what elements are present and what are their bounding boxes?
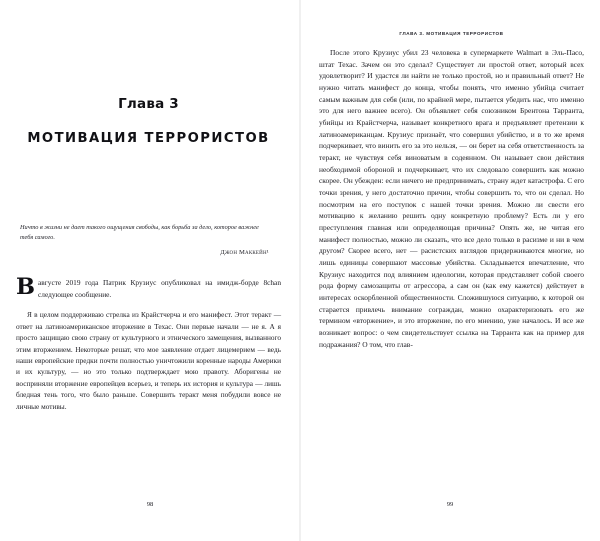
right-body-column xyxy=(319,47,584,350)
right-page xyxy=(300,0,600,541)
epigraph-attribution: Джон Маккейн¹ xyxy=(220,249,269,257)
page-title: МОТИВАЦИЯ ТЕРРОРИСТОВ xyxy=(27,131,270,146)
chapter-number: Глава 3 xyxy=(118,96,179,112)
epigraph-text: Ничто в жизни не дает такого ощущения свободы, как борьба за дело, которое важнее тебя самого. xyxy=(20,224,259,242)
page-number: 99 xyxy=(446,501,454,508)
left-body-column xyxy=(16,274,281,412)
body-paragraph: После этого Крузиус убил 23 человека в супермаркете Walmart в Эль-Пасо, штат Техас. Зачем он это сделал? Существует ли простой ответ, который всех удовлетворит? И удастся ли найти не только простой, но и правильный ответ? Не нужно читать манифест до конца, чтобы понять, что именно убийца считает самым важным для себя (или, по крайней мере, пытается убедить нас, что именно это для него важнее всего). Он объявляет себя союзником Брентона Тарранта, убийцы из Крайстчерча, называет конкретного врага и предъявляет претензии к латиноамериканцам. Крузиус признаёт, что совершил убийство, и в то же время подчеркивает, что винить его за это нельзя, — он берет на себя ответственность за теракт, не чувствуя себя виноватым в содеянном. Он называет свои действия необходимой обороной и подчеркивает, что их следовало совершить как можно скорее. Он убежден: если ничего не предпринимать, страну ждет катастрофа. С его точки зрения, у него достаточно причин, чтобы совершить то, что он сделал. Но посмотрим на его поступок с нашей точки зрения. Можно ли свести его мотивацию к желанию решить одну конкретную проблему? Есть ли у его преступления главная или определяющая причина? Опять же, не читая его манифест полностью, можно ли сказать, что все дело только в расизме и ни в чем другом? Скорее всего, нет — расистских взглядов придерживаются многие, но лишь единицы совершают массовые убийства. Складывается впечатление, что Крузиус находится под влиянием идеологии, которая представляет собой своего рода форму самозащиты от агрессора, а сам он (как ему кажется) действует в интересах оскорбленной общественности. Сложившуюся ситуацию, к которой он старается привлечь внимание сограждан, можно охарактеризовать его же термином «вторжение», и это вторжение, по его мнению, уже началось. И все же возникает вопрос: о чем свидетельствует ссылка на Тарранта как на пример для подражания? О том, что глав- xyxy=(319,48,584,349)
body-paragraph: Вавгусте 2019 года Патрик Крузиус опубликовал на имидж-борде 8chan следующее сообщение. xyxy=(16,274,281,301)
body-paragraph: Я в целом поддерживаю стрелка из Крайстчерча и его манифест. Этот теракт — ответ на латиноамериканское вторжение в Техас. Они первые начали — не я. А я просто защищаю свою страну от культурного и этнического замещения, вызванного этим вторжением. Некоторые решат, что мое заявление отдает лицемерием — ведь наши европейские предки почти полностью уничтожили коренные народы Америки и их культуру, — но это только подтверждает мою правоту. Аборигены не восприняли вторжение европейцев всерьез, и теперь их история и культура — лишь бледная тень того, что было раньше. Совершить теракт меня побудили вовсе не личные мотивы. xyxy=(16,310,281,411)
page-number: 98 xyxy=(146,501,154,508)
running-head: ГЛАВА 3. МОТИВАЦИЯ ТЕРРОРИСТОВ xyxy=(399,31,504,36)
epigraph xyxy=(20,223,269,256)
chapter-heading-block xyxy=(16,0,281,146)
manifesto-quote-block xyxy=(16,309,281,412)
